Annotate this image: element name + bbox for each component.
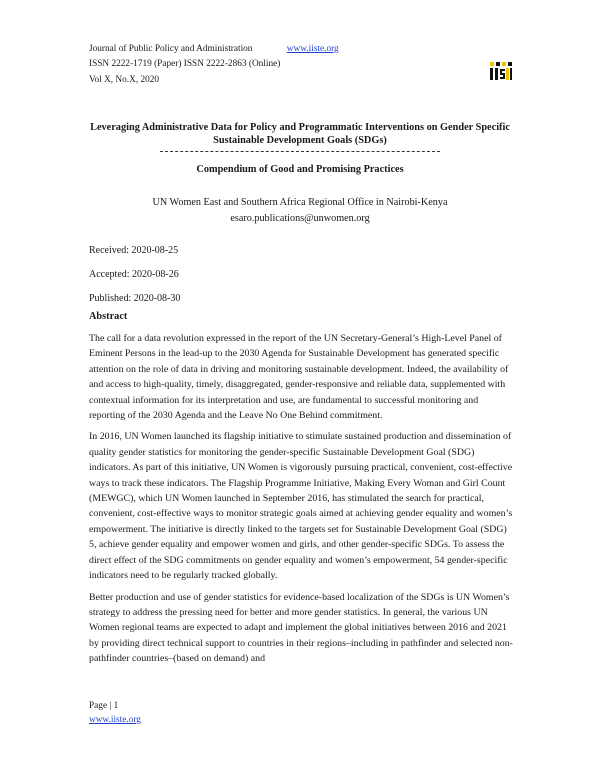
footer-website-link[interactable]: www.iiste.org [89,715,141,725]
paragraph: In 2016, UN Women launched its flagship initiative to stimulate sustained production and dissemination of quality gender statistics for monitoring the gender-specific Sustainable Development Goal (SDG) indicators. As part of this initiative, UN Women is vigorously pursuing practical, convenient, cost-effective ways to track these indicators. The Flagship Programme Initiative, Making Every Woman and Girl Count (MEWGC), which UN Women launched in September 2016, has stimulated the search for practical, convenient, cost-effective ways to monitor strategic goals aimed at achieving gender equality and women’s empowerment. The initiative is directly linked to the targets set for Sustainable Development Goal (SDG) 5, achieve gender equality and empower women and girls, and other gender-specific SDGs. To assess the direct effect of the SDG commitments on gender equality and women’s empowerment, 54 gender-specific indicators need to be regularly tracked globally. [89,431,513,582]
title-separator [160,151,440,152]
received-date: Received: 2020-08-25 [89,245,179,256]
journal-website-link[interactable]: www.iiste.org [286,44,339,54]
page-number: Page | 1 [89,701,119,711]
author-affiliation-block [89,195,511,227]
author-email: esaro.publications@unwomen.org [230,213,370,224]
volume-line: Vol X, No.X, 2020 [89,75,160,85]
paragraph: The call for a data revolution expressed in the report of the UN Secretary-General’s High-Level Panel of Eminent Persons in the lead-up to the 2030 Agenda for Sustainable Development has generated specific attention on the role of data in driving and monitoring sustainable development. Indeed, the availability of and access to high-quality, timely, disaggregated, gender-responsive and reliable data, supplemented with contextual information for its interpretation and use, are fundamental to successful monitoring and reporting of the 2030 Agenda and the Leave No One Behind commitment. [89,333,509,422]
accepted-date: Accepted: 2020-08-26 [89,269,179,280]
published-date: Published: 2020-08-30 [89,293,181,304]
journal-header [89,43,339,55]
affiliation: UN Women East and Southern Africa Regional Office in Nairobi-Kenya [152,197,448,208]
journal-name: Journal of Public Policy and Administration [89,44,253,54]
iiste-logo-icon [489,60,513,82]
abstract-heading: Abstract [89,311,128,322]
article-subtitle: Compendium of Good and Promising Practices [196,164,404,175]
paragraph: Better production and use of gender statistics for evidence-based localization of the SDGs is UN Women’s strategy to address the pressing need for better and more gender statistics. In general, the various UN Women regional teams are expected to adapt and implement the global initiatives between 2016 and 2021 by providing direct technical support to countries in their regions–including in pathfinder and selected non-pathfinder countries–(based on demand) and [89,591,513,665]
article-title: Leveraging Administrative Data for Policy and Programmatic Interventions on Gender Specific Sustainable Development Goals (SDGs) [90,122,510,146]
issn-line: ISSN 2222-1719 (Paper) ISSN 2222-2863 (Online) [89,59,281,69]
abstract-body [89,331,513,673]
